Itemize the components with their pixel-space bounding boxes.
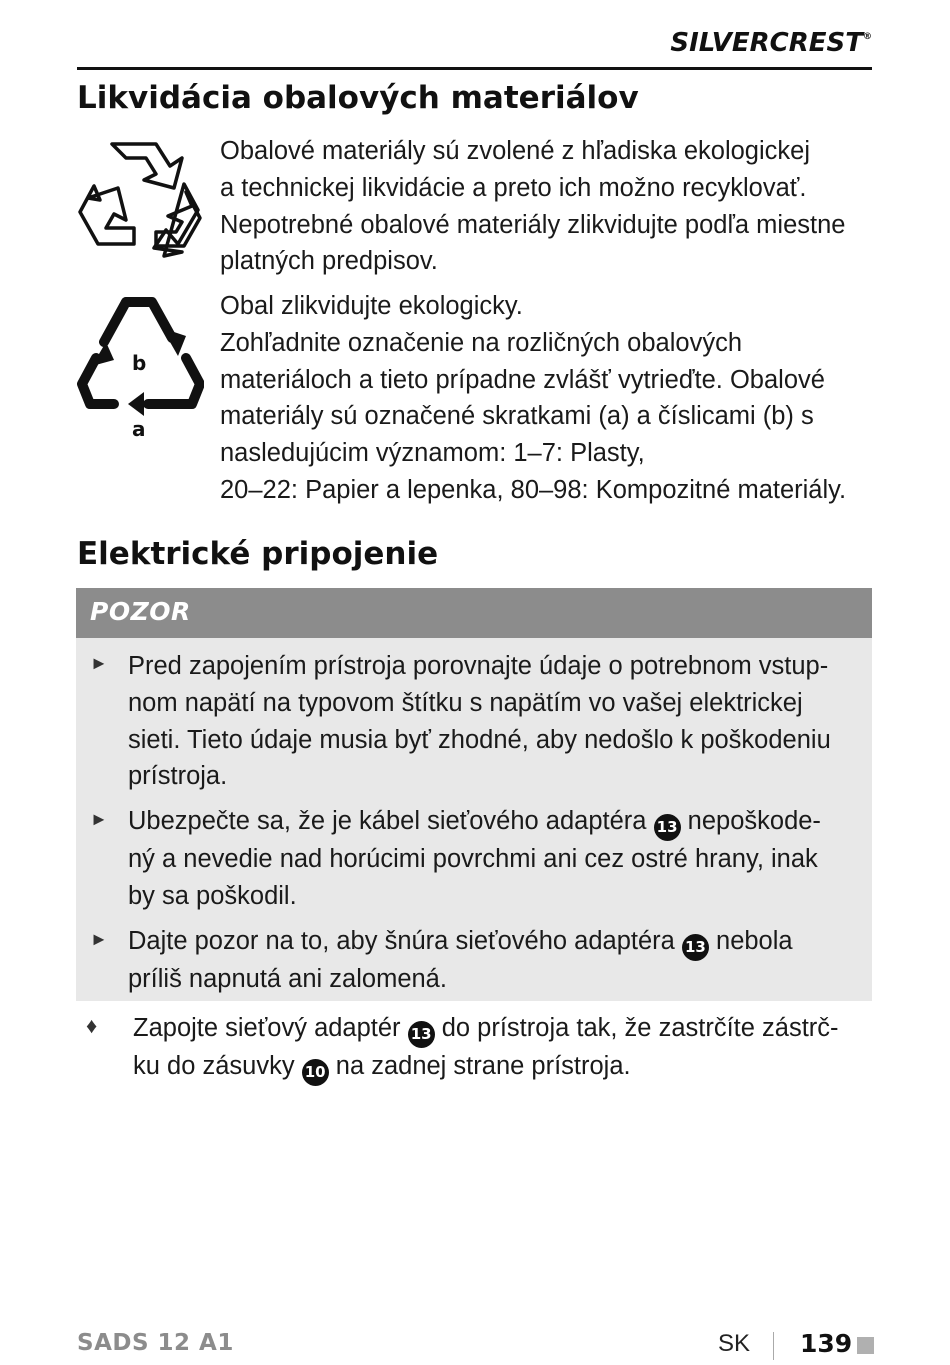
reference-number-13: 13	[654, 814, 681, 841]
reference-number-13: 13	[682, 934, 709, 961]
warning-bullet-1	[128, 648, 858, 795]
text-line: prístroja.	[128, 762, 228, 791]
footer-divider	[773, 1332, 774, 1360]
text-line: a technickej likvidácie a preto ich možno recyklovať.	[220, 173, 807, 202]
bullet-arrow-icon: ►	[90, 929, 108, 949]
text-line: platných predpisov.	[220, 247, 438, 276]
text-line: materiáloch a tieto prípadne zvlášť vytrieďte. Obalové	[220, 365, 825, 394]
brand-name: SILVERCREST	[670, 28, 863, 58]
warning-bullet-3	[128, 923, 858, 998]
text-line: Obalové materiály sú zvolené z hľadiska ekologickej	[220, 137, 810, 165]
text-line: nom napätí na typovom štítku s napätím vo vašej elektrickej	[128, 688, 803, 717]
bullet-arrow-icon: ►	[90, 809, 108, 829]
brand-logo	[670, 28, 872, 58]
text-line: ný a nevedie nad horúcimi povrchmi ani cez ostré hrany, inak	[128, 845, 818, 873]
text-line: Pred zapojením prístroja porovnajte údaje o potrebnom vstup-	[128, 652, 829, 680]
code-label-b: b	[132, 351, 147, 375]
text-fragment: Ubezpečte sa, že je kábel sieťového adaptéra	[128, 807, 654, 835]
text-line: Nepotrebné obalové materiály zlikvidujte podľa miestne	[220, 210, 846, 239]
recycle-icon	[74, 136, 204, 263]
text-fragment: nebola	[708, 927, 793, 955]
paragraph-packaging-codes	[220, 288, 880, 509]
paragraph-packaging-intro	[220, 133, 880, 280]
text-line: by sa poškodil.	[128, 881, 297, 910]
text-line: 20–22: Papier a lepenka, 80–98: Kompozitné materiály.	[220, 475, 847, 504]
text-line: sieti. Tieto údaje musia byť zhodné, aby nedošlo k poškodeniu	[128, 725, 831, 754]
warning-header	[76, 588, 872, 638]
footer-model-number: SADS 12 A1	[77, 1330, 234, 1356]
code-label-a: a	[132, 417, 146, 441]
header-rule	[77, 67, 872, 70]
section-title-electrical: Elektrické pripojenie	[77, 536, 439, 572]
page-marker-square	[857, 1337, 874, 1354]
warning-label: POZOR	[90, 597, 191, 626]
text-fragment: nepoškode-	[680, 807, 821, 835]
text-fragment: ku do zásuvky	[133, 1052, 302, 1080]
text-fragment: do prístroja tak, že zastrčíte zástrč-	[434, 1014, 839, 1042]
text-line	[128, 923, 858, 961]
footer-language: SK	[718, 1330, 751, 1357]
instruction-step	[133, 1010, 873, 1086]
reference-number-13: 13	[408, 1021, 435, 1048]
text-line	[128, 803, 858, 841]
text-line: nasledujúcim významom: 1–7: Plasty,	[220, 439, 645, 468]
warning-bullet-2	[128, 803, 858, 915]
section-title-disposal: Likvidácia obalových materiálov	[77, 80, 639, 116]
text-line: príliš napnutá ani zalomená.	[128, 965, 447, 993]
recycling-code-icon	[74, 292, 204, 447]
warning-box	[76, 638, 872, 1001]
text-fragment: na zadnej strane prístroja.	[328, 1052, 631, 1080]
reference-number-10: 10	[302, 1059, 329, 1086]
text-line: materiály sú označené skratkami (a) a číslicami (b) s	[220, 402, 814, 431]
bullet-arrow-icon: ►	[90, 653, 108, 673]
brand-registered-mark: ®	[863, 32, 872, 42]
step-diamond-icon: ♦	[86, 1013, 98, 1038]
text-line	[133, 1010, 873, 1048]
text-fragment: Dajte pozor na to, aby šnúra sieťového adaptéra	[128, 927, 682, 955]
text-line: Obal zlikvidujte ekologicky.	[220, 292, 523, 320]
page-number: 139	[800, 1329, 853, 1358]
text-line: Zohľadnite označenie na rozličných obalových	[220, 328, 743, 357]
text-line	[133, 1048, 873, 1086]
text-fragment: Zapojte sieťový adaptér	[133, 1014, 408, 1042]
